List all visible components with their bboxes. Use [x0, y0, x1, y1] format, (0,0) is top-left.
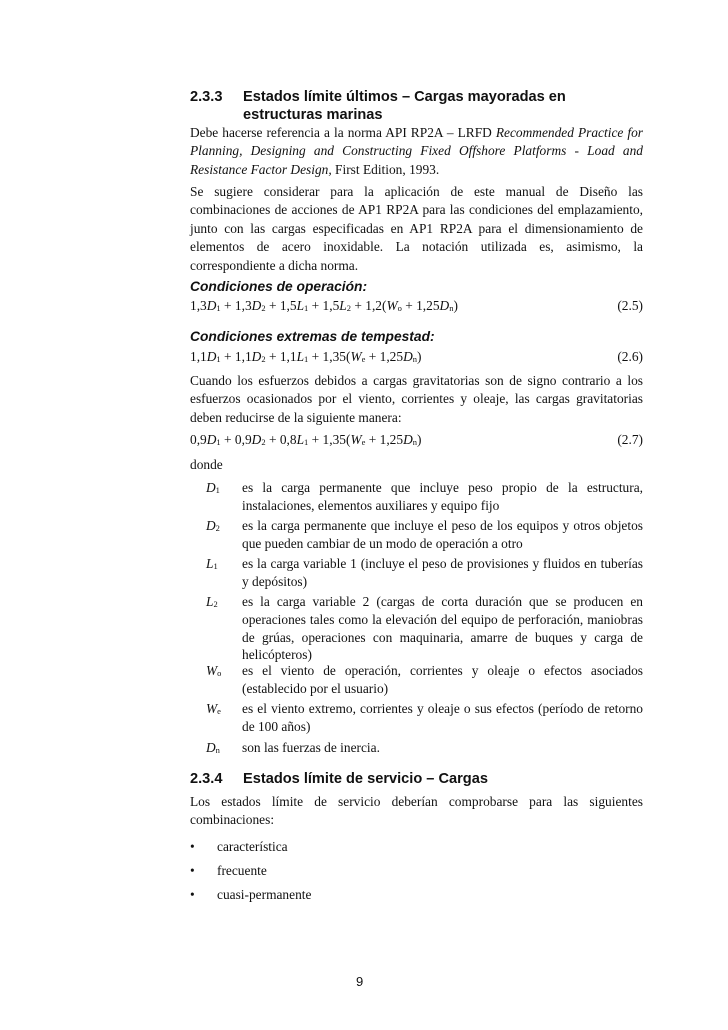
- definition-symbol: $D_n$: [206, 740, 220, 755]
- definition-item: [190, 739, 643, 757]
- bullet-text: característica: [217, 839, 288, 854]
- definition-text: es la carga permanente que incluye el peso de los equipos y otros objetos que pueden cambiar de un modo de operación a otro: [242, 518, 643, 551]
- subheading-operation: Condiciones de operación:: [190, 279, 368, 294]
- paragraph-italic-title: Recommended Practice for Planning, Designing and Constructing Fixed Offshore Platforms - Load and Resistance Factor Design,: [190, 125, 643, 177]
- definition-text: es la carga variable 1 (incluye el peso de provisiones y fluidos en tuberías y depósitos): [242, 556, 643, 589]
- definition-item: [190, 517, 643, 553]
- definition-symbol: $W_e$: [206, 701, 221, 716]
- bullet-icon: •: [190, 863, 195, 878]
- section-heading-2-3-4: [190, 770, 643, 788]
- definition-text: es el viento de operación, corrientes y oleaje o efectos asociados (establecido por el usuario): [242, 663, 643, 696]
- definition-symbol: $D_2$: [206, 518, 220, 533]
- bullet-text: frecuente: [217, 863, 267, 878]
- bullet-item: [190, 886, 311, 904]
- definition-symbol: $W_o$: [206, 663, 222, 678]
- paragraph-lead: Debe hacerse referencia a la norma API RP2A – LRFD: [190, 125, 496, 140]
- paragraph-api-reference: [190, 124, 643, 179]
- bullet-item: [190, 862, 267, 880]
- bullet-item: [190, 838, 288, 856]
- bullet-icon: •: [190, 887, 195, 902]
- definition-symbol: $L_2$: [206, 594, 218, 609]
- paragraph-gravity-loads: Cuando los esfuerzos debidos a cargas gravitatorias son de signo contrario a los esfuerzos ocasionados por el viento, corrientes y oleaje, las cargas gravitatorias deben reducirse de la siguiente manera:: [190, 373, 643, 425]
- equation-number: (2.7): [617, 432, 643, 447]
- bullet-text: cuasi-permanente: [217, 887, 312, 902]
- page-number: 9: [356, 974, 364, 989]
- definition-text: es la carga variable 2 (cargas de corta duración que se producen en operaciones tales como la elevación del equipo de perforación, maniobras de grúas, operaciones con maquinaria, amarre de buques y carga de helicópteros): [242, 594, 643, 663]
- paragraph-tail: First Edition, 1993.: [331, 161, 440, 177]
- definition-item: [190, 700, 643, 736]
- definition-text: es la carga permanente que incluye peso propio de la estructura, instalaciones, elementos auxiliares y equipo fijo: [242, 480, 643, 513]
- paragraph-service-limit: Los estados límite de servicio deberían comprobarse para las siguientes combinaciones:: [190, 794, 643, 828]
- equation-2-7: [190, 431, 643, 449]
- definition-text: son las fuerzas de inercia.: [242, 740, 380, 755]
- definition-symbol: $L_1$: [206, 556, 218, 571]
- equation-body: $1,3D_1 + 1,3D_2 + 1,5L_1 + 1,5L_2 + 1,2(W_o + 1,25D_n)$: [190, 298, 458, 313]
- equation-2-5: [190, 297, 643, 315]
- equation-number: (2.5): [617, 298, 643, 313]
- subheading-extreme-storm: Condiciones extremas de tempestad:: [190, 329, 435, 344]
- definition-item: [190, 555, 643, 591]
- donde-label: donde: [190, 457, 223, 472]
- section-title: Estados límite de servicio – Cargas: [243, 771, 488, 787]
- equation-number: (2.6): [617, 349, 643, 364]
- section-title: Estados límite últimos – Cargas mayoradas en estructuras marinas: [243, 89, 566, 123]
- definition-item: [190, 479, 643, 515]
- paragraph-combinations: Se sugiere considerar para la aplicación de este manual de Diseño las combinaciones de acciones de AP1 RP2A para las condiciones del emplazamiento, junto con las cargas especificadas en AP1 RP2A para el dimensionamiento de elementos de acero inoxidable. La notación utilizada es, asimismo, la correspondiente a dicha norma.: [190, 184, 643, 273]
- equation-body: $1,1D_1 + 1,1D_2 + 1,1L_1 + 1,35(W_e + 1,25D_n)$: [190, 349, 422, 364]
- equation-2-6: [190, 348, 643, 366]
- definition-item: [190, 593, 643, 664]
- equation-body: $0,9D_1 + 0,9D_2 + 0,8L_1 + 1,35(W_e + 1,25D_n)$: [190, 432, 422, 447]
- definition-symbol: $D_1$: [206, 480, 220, 495]
- section-heading-2-3-3: [190, 88, 643, 124]
- section-number: 2.3.3: [190, 89, 223, 105]
- section-number: 2.3.4: [190, 771, 223, 787]
- definition-text: es el viento extremo, corrientes y oleaje o sus efectos (período de retorno de 100 años): [242, 701, 643, 734]
- bullet-icon: •: [190, 839, 195, 854]
- definition-item: [190, 662, 643, 698]
